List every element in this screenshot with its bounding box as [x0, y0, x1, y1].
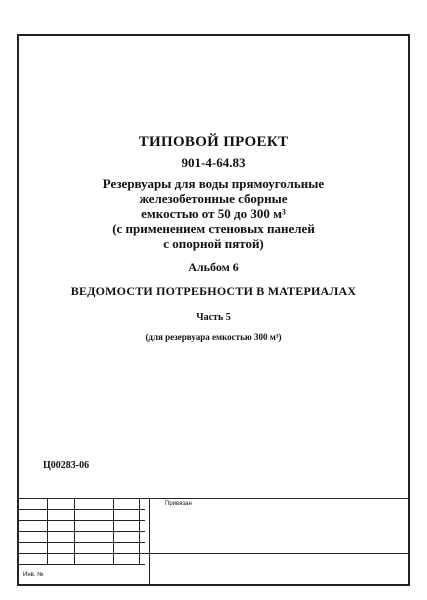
stamp-divider: [19, 553, 408, 554]
stamp-divider: [19, 542, 145, 543]
description-line: Резервуары для воды прямоугольные: [102, 176, 325, 191]
title-block-stamp: [19, 498, 408, 584]
album-number: Альбом 6: [188, 260, 239, 274]
stamp-divider: [19, 498, 408, 499]
document-sheet: [17, 34, 410, 586]
stamp-divider: [19, 564, 145, 565]
description-line: (с применением стеновых панелей: [112, 221, 315, 236]
document-code: Ц00283-06: [43, 460, 90, 471]
stamp-divider: [47, 498, 48, 564]
stamp-divider: [74, 498, 75, 564]
stamp-divider: [139, 498, 140, 564]
stamp-label-inv: Инв. №: [23, 572, 44, 578]
stamp-divider: [19, 509, 145, 510]
project-description: [19, 176, 408, 251]
part-number: Часть 5: [196, 312, 231, 323]
stamp-divider: [19, 520, 145, 521]
stamp-divider: [149, 498, 150, 584]
part-note: (для резервуара емкостью 300 м³): [145, 332, 282, 342]
stamp-divider: [113, 498, 114, 564]
stamp-divider: [19, 531, 145, 532]
project-code: 901-4-64.83: [181, 155, 246, 170]
section-title: ВЕДОМОСТИ ПОТРЕБНОСТИ В МАТЕРИАЛАХ: [70, 284, 357, 298]
description-line: железобетонные сборные: [139, 191, 288, 206]
project-type-title: ТИПОВОЙ ПРОЕКТ: [138, 134, 289, 150]
description-line: с опорной пятой): [163, 236, 264, 251]
stamp-label-privyazan: Привязан: [165, 501, 192, 507]
description-line: емкостью от 50 до 300 м³: [141, 206, 286, 221]
